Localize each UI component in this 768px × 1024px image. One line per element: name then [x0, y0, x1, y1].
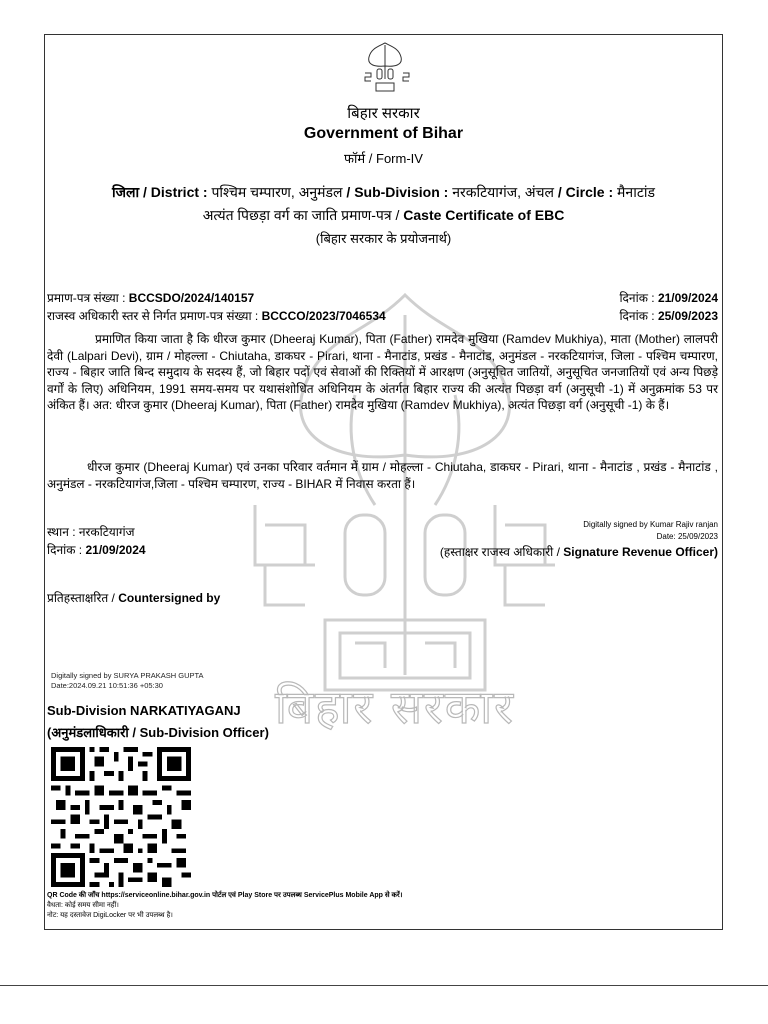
place: स्थान : नरकटियागंज: [47, 525, 135, 539]
certificate-number: प्रमाण-पत्र संख्या : BCCSDO/2024/140157: [47, 291, 255, 305]
certificate-type-hindi: अत्यंत पिछड़ा वर्ग का जाति प्रमाण-पत्र /: [202, 207, 400, 223]
bihar-emblem-icon: [357, 39, 413, 97]
signature-title: (हस्ताक्षर राजस्व अधिकारी / Signature Revenue Officer): [439, 545, 718, 559]
revenue-certificate-number: राजस्व अधिकारी स्तर से निर्गत प्रमाण-पत्र संख्या : BCCCO/2023/7046534: [47, 309, 386, 323]
place-date-block: [47, 523, 146, 559]
subdivision-officer-title: (अनुमंडलाधिकारी / Sub-Division Officer): [47, 725, 269, 740]
government-title-hindi: बिहार सरकार: [347, 105, 420, 122]
district-label: जिला / District :: [111, 184, 208, 200]
certificate-purpose: (बिहार सरकार के प्रयोजनार्थ): [315, 231, 452, 246]
government-title-english: Government of Bihar: [303, 125, 464, 142]
sdo-signature-note: Digitally signed by SURYA PRAKASH GUPTA: [51, 671, 204, 680]
circle-value: मैनाटांड: [617, 184, 655, 200]
page-divider: [0, 985, 768, 986]
digital-signature-date: Date: 25/09/2023: [656, 532, 718, 541]
revenue-certificate-date: दिनांक : 25/09/2023: [619, 309, 718, 323]
sdo-signature-date: Date:2024.09.21 10:51:36 +05:30: [51, 681, 163, 690]
form-name: फॉर्म / Form-IV: [344, 151, 423, 166]
digilocker-note: नोट: यह दस्तावेज DigiLocker पर भी उपलब्ध है।: [47, 912, 173, 919]
revenue-number-row: [47, 307, 718, 324]
certificate-frame: [44, 34, 723, 930]
subdivision-name: Sub-Division NARKATIYAGANJ: [47, 703, 241, 718]
subdivision-value: नरकटियागंज, अंचल: [452, 184, 555, 200]
qr-verification-note: QR Code की जाँच https://serviceonline.bihar.gov.in पोर्टल एवं Play Store पर उपलब्ध ServicePlus Mobile App से करें।: [47, 892, 403, 899]
certificate-date: दिनांक : 21/09/2024: [619, 291, 718, 305]
countersigned-label: प्रतिहस्ताक्षरित / Countersigned by: [47, 591, 221, 605]
qr-code-icon: [51, 747, 191, 887]
certificate-type: [45, 206, 722, 225]
residence-paragraph: धीरज कुमार (Dheeraj Kumar) एवं उनका परिवार वर्तमान में ग्राम / मोहल्ला - Chiutaha, डाकघर - Pirari, थाना - मैनाटांड , प्रखंड - मैनाटांड , अनुमंडल - नरकटियागंज,जिला - पश्चिम चम्पारण, राज्य - BIHAR में निवास करता हैं।: [47, 460, 718, 491]
sdo-digital-signature: [51, 671, 204, 691]
digital-signature-note: Digitally signed by Kumar Rajiv ranjan: [583, 520, 718, 529]
footer-notes: [47, 891, 402, 921]
watermark-text: बिहार सरकार: [275, 680, 515, 734]
issue-date: दिनांक : 21/09/2024: [47, 543, 146, 557]
district-value: पश्चिम चम्पारण, अनुमंडल: [211, 184, 343, 200]
jurisdiction-line: [45, 183, 722, 202]
certificate-number-row: [47, 289, 718, 306]
circle-label: / Circle :: [557, 184, 614, 200]
validity-note: वैधता: कोई समय सीमा नहीं।: [47, 902, 119, 909]
certification-paragraph: प्रमाणित किया जाता है कि धीरज कुमार (Dheeraj Kumar), पिता (Father) रामदेव मुखिया (Ramdev Mukhiya), माता (Mother) लालपरी देवी (Lalpari Devi), ग्राम / मोहल्ला - Chiutaha, डाकघर - Pirari, थाना - मैनाटांड, प्रखंड - मैनाटांड, अनुमंडल - नरकटियागंज, जिला - पश्चिम चम्पारण, राज्य - बिहार जाति बिन्द समुदाय के सदस्य हैं, जो बिहार पदों एवं सेवाओं की रिक्तियों में आरक्षण (अनुसूचित जातियों, अनुसूचित जनजातियों एवं अन्य पिछड़े वर्गों के लिए) अधिनियम, 1991 समय-समय पर यथासंशोधित अधिनियम के अंतर्गत बिहार राज्य की अत्यंत पिछड़ा वर्ग (अनुसूची -1) में अनुक्रमांक 53 पर अंकित हैं। अत: धीरज कुमार (Dheeraj Kumar), पिता (Father) रामदेव मुखिया (Ramdev Mukhiya), अत्यंत पिछड़ा वर्ग (अनुसूची -1) के हैं।: [47, 332, 718, 412]
revenue-officer-signature: [440, 519, 718, 560]
subdivision-label: / Sub-Division :: [346, 184, 449, 200]
certificate-type-english: Caste Certificate of EBC: [403, 207, 565, 223]
